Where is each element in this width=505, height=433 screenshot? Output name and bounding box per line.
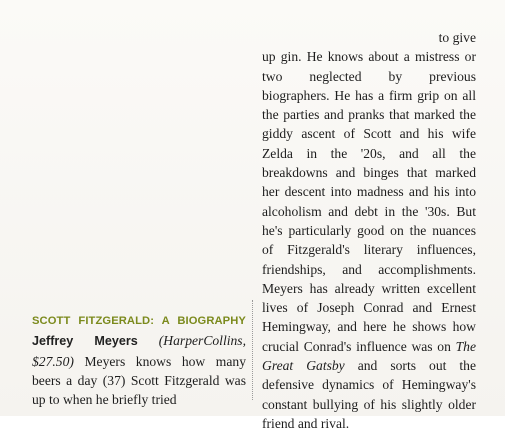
review-text-start: Meyers knows how many beers a day (37) Scott Fitzgerald was up to when he briefly tried: [32, 353, 246, 408]
gatsby-title: The Great Gatsby: [262, 338, 476, 374]
left-column: [32, 310, 246, 409]
column-divider: [252, 300, 253, 400]
review-text-continued: up gin. He knows about a mistress or two neglected by previous biographers. He has a firm grip on all the parties and pranks that marked the giddy ascent of Scott and his wife Zelda in the '20s, and all the breakdowns and binges that marked her descent into madness and his into alcoholism and debt in the '30s. But he's particularly good on the nuances of Fitzgerald's literary influences, friendships, and accomplishments. Meyers has already written excellent lives of Joseph Conrad and Ernest Hemingway, and here he shows how crucial Conrad's influence was on: [262, 49, 476, 354]
right-column: [262, 28, 476, 433]
review-text-end: and sorts out the defensive dynamics of Hemingway's constant bullying of his slightly older friend and rival.: [262, 358, 476, 431]
publisher-price: (HarperCollins, $27.50): [32, 333, 246, 369]
book-title-heading: SCOTT FITZGERALD: A BIOGRAPHY: [32, 315, 246, 327]
review-continuation-first-line: to give: [438, 30, 476, 45]
author-name: Jeffrey Meyers: [32, 334, 138, 349]
